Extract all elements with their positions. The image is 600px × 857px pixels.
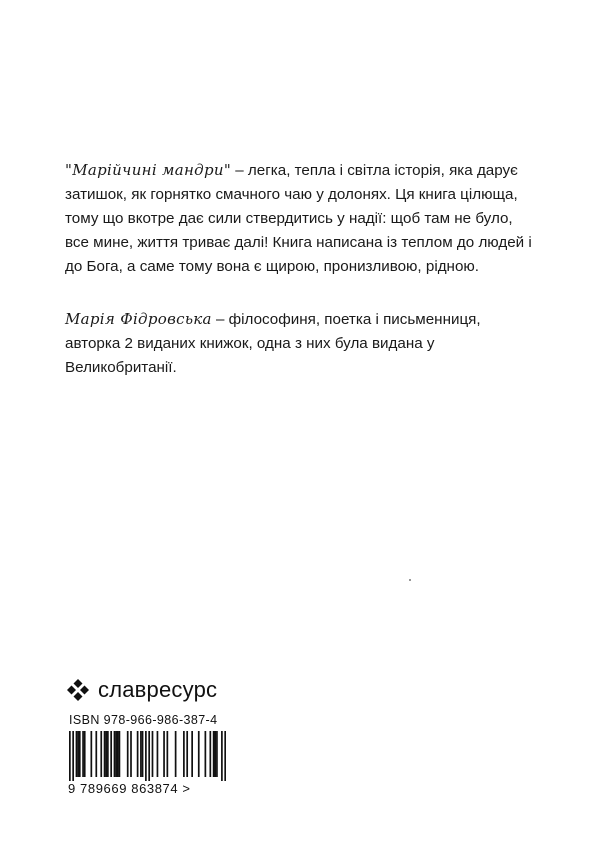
barcode-bar: [163, 731, 165, 777]
barcode-bar: [76, 731, 78, 777]
barcode-bar: [142, 731, 144, 777]
barcode-bar: [115, 731, 117, 777]
barcode-bar: [95, 731, 97, 777]
barcode-bar: [90, 731, 92, 777]
barcode-bar: [157, 731, 159, 777]
barcode-bar: [213, 731, 215, 777]
barcode-bar: [105, 731, 107, 777]
barcode-bar: [117, 731, 119, 777]
barcode-bar: [145, 731, 147, 781]
publisher-name: славресурс: [98, 677, 218, 702]
barcode-bar: [191, 731, 193, 777]
barcode-bar: [167, 731, 169, 777]
barcode-bar: [127, 731, 129, 777]
publisher-logo-icon: [66, 678, 90, 702]
barcode-bar: [77, 731, 79, 777]
barcode-bar: [107, 731, 109, 777]
barcode-bar: [214, 731, 216, 777]
barcode-digits: 9 789669 863874 >: [68, 781, 191, 796]
barcode-bar: [100, 731, 102, 777]
book-description-text: – легка, тепла і світла історія, яка дарує затишок, як горнятко смачного чаю у долонях. Ця книга цілюща, тому що вкотре дає сили ствердитись у надії: щоб там не було, все мине, життя триває далі! Книга написана із теплом до людей і до Бога, а саме тому вона є щирою, пронизливою, рідною.: [65, 162, 532, 275]
barcode-bar: [205, 731, 207, 777]
barcode-bar: [198, 731, 200, 777]
barcode-bar: [114, 731, 116, 777]
barcode-bar: [148, 731, 150, 781]
barcode-bar: [152, 731, 154, 777]
barcode-bar: [183, 731, 185, 777]
barcode-bar: [186, 731, 188, 777]
barcode-bar: [137, 731, 139, 777]
barcode: [69, 731, 226, 781]
barcode-bar: [82, 731, 84, 777]
barcode-bar: [119, 731, 121, 777]
publisher-brand: [66, 677, 217, 703]
barcode-bar: [175, 731, 177, 777]
barcode-bar: [224, 731, 226, 781]
print-speck: [409, 579, 411, 581]
book-title-script: "Марійчині мандри": [65, 161, 232, 179]
barcode-bar: [130, 731, 132, 777]
barcode-bar: [110, 731, 112, 777]
author-bio-text: – філософиня, поетка і письменниця, авторка 2 виданих книжок, одна з них була видана у Великобританії.: [65, 311, 481, 376]
barcode-bar: [140, 731, 142, 777]
book-description: [65, 158, 535, 279]
author-name-script: Марія Фідровська: [65, 310, 212, 328]
barcode-bar: [72, 731, 74, 781]
barcode-bar: [69, 731, 71, 781]
isbn-number: ISBN 978-966-986-387-4: [69, 713, 218, 727]
barcode-bar: [84, 731, 86, 777]
barcode-bar: [209, 731, 211, 777]
author-bio: [65, 307, 535, 380]
barcode-bar: [221, 731, 223, 781]
barcode-bar: [104, 731, 106, 777]
barcode-bar: [79, 731, 81, 777]
barcode-bar: [216, 731, 218, 777]
